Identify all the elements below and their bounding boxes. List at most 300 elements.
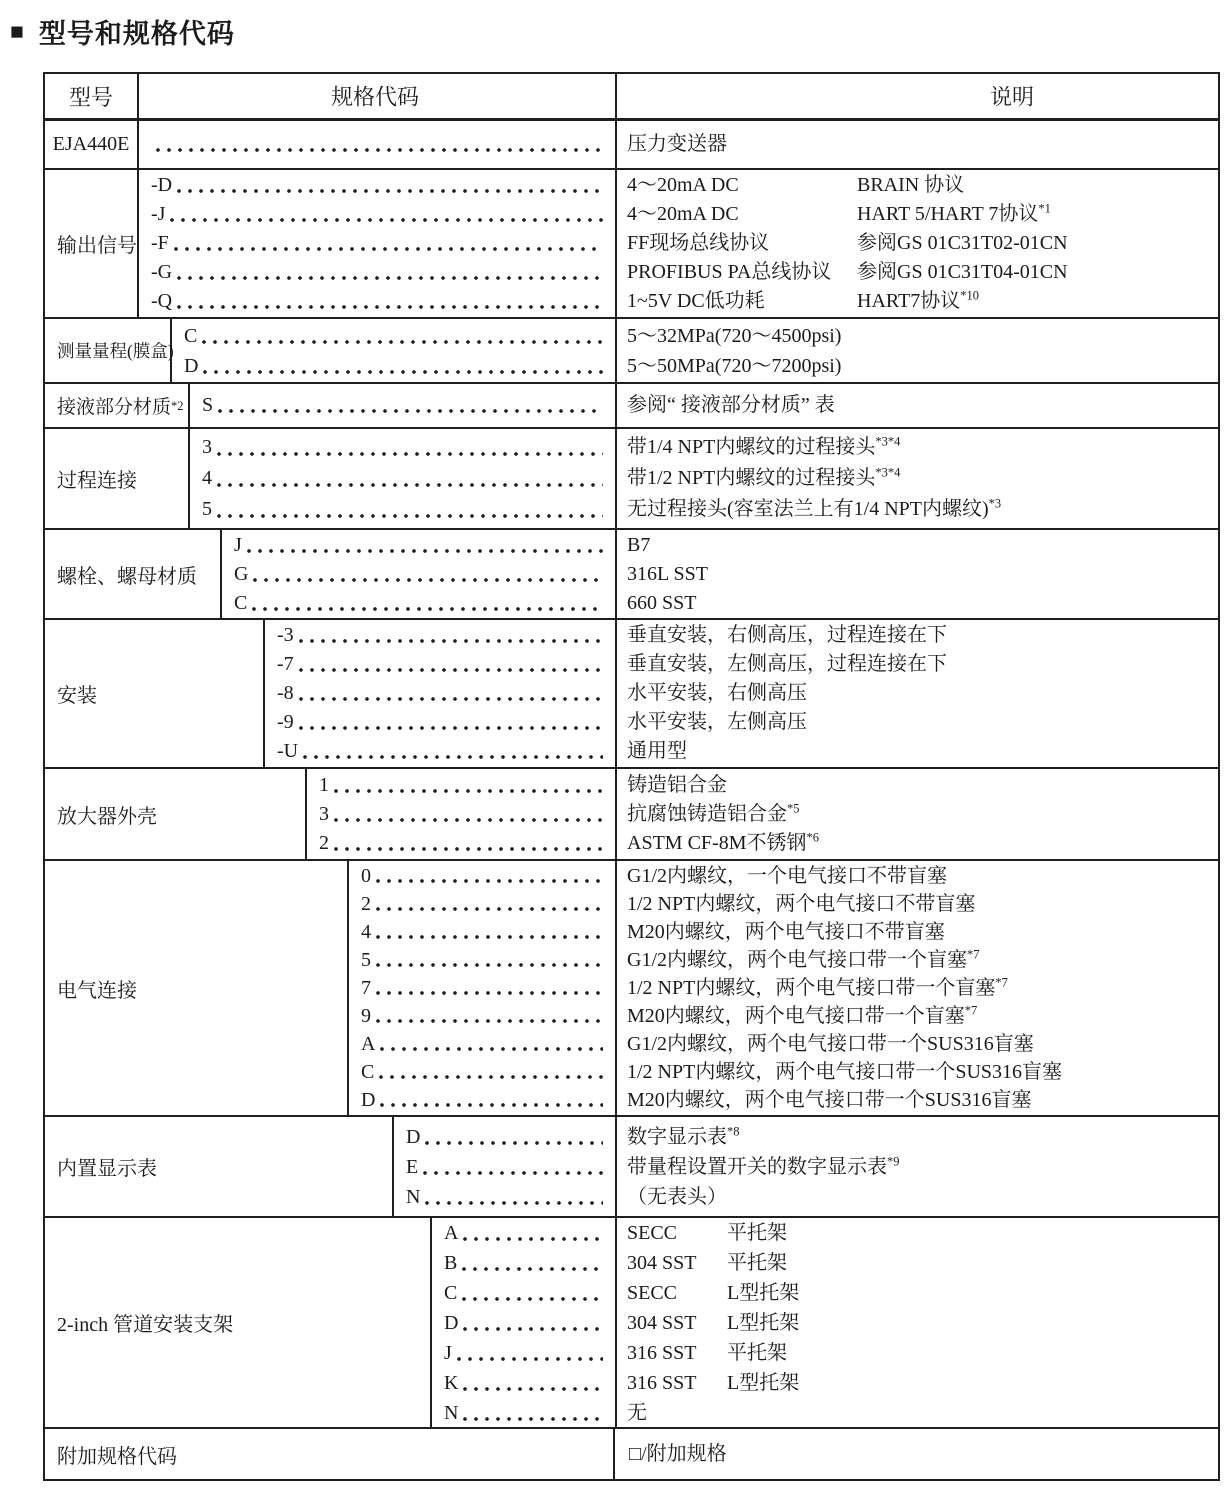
spec-line: [139, 287, 1218, 316]
description-cell: [613, 621, 1218, 650]
footnote-ref: *3*4: [875, 434, 901, 449]
description-cell: [613, 890, 1218, 918]
spec-line: [432, 1218, 1218, 1248]
description-cell: [613, 1058, 1218, 1086]
spec-line: [222, 531, 1218, 560]
code-cell: [349, 1002, 613, 1030]
description-text-secondary: 平托架: [727, 1341, 787, 1364]
description-text: M20内螺纹，两个电气接口不带盲塞: [627, 921, 945, 943]
code-cell: [139, 287, 613, 316]
description-text: B7: [627, 533, 651, 556]
spec-line: [432, 1338, 1218, 1368]
code-cell: [139, 171, 613, 200]
dot-leader: [156, 148, 603, 152]
column-divider: [615, 429, 617, 528]
dot-leader: [463, 1237, 603, 1241]
description-cell: [613, 494, 1218, 525]
code-cell: [172, 351, 613, 381]
spec-line: [265, 708, 1218, 737]
description-text-secondary: L型托架: [727, 1371, 800, 1394]
dot-leader: [376, 935, 603, 939]
description-cell: [613, 1122, 1218, 1152]
description-cell: [613, 130, 1218, 159]
suffix-code: -Q: [151, 290, 173, 312]
dot-leader: [303, 755, 603, 759]
description-text: 316 SST: [627, 1341, 697, 1364]
page-title: [10, 12, 235, 51]
suffix-code: J: [234, 533, 242, 556]
suffix-code: -U: [277, 740, 299, 762]
suffix-code: -J: [151, 203, 166, 225]
suffix-code: 2: [319, 831, 329, 854]
row-lines: [139, 121, 1218, 168]
code-cell: [265, 737, 613, 766]
description-text-secondary: HART7协议: [857, 290, 961, 312]
code-cell: [307, 829, 613, 858]
header-description: 说明: [989, 84, 1035, 110]
description-cell: [613, 800, 1218, 829]
suffix-code: E: [406, 1155, 419, 1178]
code-cell: [139, 258, 613, 287]
spec-line: [139, 200, 1218, 229]
description-cell: [613, 1368, 1218, 1398]
model-suffix-code-table: [43, 72, 1220, 1481]
footnote-ref: *7: [967, 947, 980, 962]
description-cell: [613, 258, 1218, 287]
description-text: 水平安装，左侧高压: [627, 711, 807, 733]
spec-line: [432, 1368, 1218, 1398]
description-text-secondary: 平托架: [727, 1251, 787, 1274]
suffix-code: N: [406, 1185, 421, 1208]
spec-row: [45, 769, 1218, 861]
spec-line: [349, 1086, 1218, 1114]
description-text: FF现场总线协议: [627, 232, 770, 254]
code-cell: [349, 1030, 613, 1058]
code-cell: [265, 621, 613, 650]
description-text-secondary: 参阅GS 01C31T02-01CN: [857, 232, 1068, 254]
dot-leader: [177, 189, 603, 193]
dot-leader: [425, 1141, 603, 1145]
footnote-ref: *8: [727, 1123, 740, 1138]
dot-leader: [217, 514, 603, 518]
code-cell: [190, 494, 613, 525]
spec-line: [349, 1030, 1218, 1058]
row-label: 安装: [45, 620, 265, 767]
suffix-code: -7: [277, 653, 294, 675]
code-cell: [394, 1122, 613, 1152]
description-text: M20内螺纹，两个电气接口带一个SUS316盲塞: [627, 1089, 1032, 1111]
description-text: 4～20mA DC: [627, 203, 739, 225]
page-title-text: 型号和规格代码: [38, 19, 235, 49]
description-text: ASTM CF-8M不锈钢: [627, 831, 807, 854]
row-label: 附加规格代码: [45, 1429, 615, 1479]
footnote-ref: *1: [1038, 201, 1051, 216]
spec-row: [45, 620, 1218, 769]
spec-row: [45, 1218, 1218, 1429]
description-text: SECC: [627, 1281, 678, 1304]
description-cell: [613, 351, 1218, 381]
description-text: 1/2 NPT内螺纹，两个电气接口不带盲塞: [627, 893, 976, 915]
code-cell: [394, 1152, 613, 1182]
spec-line: [265, 621, 1218, 650]
spec-row: [45, 319, 1218, 384]
suffix-code: -8: [277, 682, 294, 704]
suffix-code: D: [406, 1125, 421, 1148]
dot-leader: [334, 818, 603, 822]
dot-leader: [380, 1103, 603, 1107]
dot-leader: [423, 1171, 603, 1175]
description-cell: [613, 1030, 1218, 1058]
spec-line: [139, 258, 1218, 287]
footnote-ref: *6: [806, 829, 819, 844]
code-cell: [265, 679, 613, 708]
code-cell: [432, 1308, 613, 1338]
description-cell: [613, 321, 1218, 351]
spec-line: [349, 1002, 1218, 1030]
description-cell: [613, 200, 1218, 229]
footnote-ref: *9: [887, 1153, 900, 1168]
code-cell: [307, 800, 613, 829]
description-text: M20内螺纹，两个电气接口带一个盲塞: [627, 1005, 965, 1027]
spec-line: [190, 391, 1218, 420]
description-cell: [613, 650, 1218, 679]
dot-leader: [177, 305, 603, 309]
description-cell: [613, 589, 1218, 618]
column-divider: [615, 620, 617, 767]
dot-leader: [299, 668, 603, 672]
footnote-ref: *3*4: [875, 465, 901, 480]
footnote-ref: *7: [964, 1003, 978, 1018]
dot-leader: [170, 218, 603, 222]
row-lines: [172, 319, 1218, 382]
code-cell: [139, 200, 613, 229]
description-cell: [613, 1278, 1218, 1308]
column-divider: [615, 769, 617, 859]
code-cell: [349, 1086, 613, 1114]
spec-line: [222, 589, 1218, 618]
code-cell: [432, 1278, 613, 1308]
suffix-code: C: [361, 1061, 375, 1083]
spec-row: [45, 861, 1218, 1117]
code-cell: [265, 708, 613, 737]
suffix-code: 5: [361, 949, 371, 971]
spec-line: [432, 1398, 1218, 1428]
row-label: 2-inch 管道安装支架: [45, 1218, 432, 1427]
dot-leader: [174, 247, 603, 251]
row-lines: [394, 1117, 1218, 1216]
suffix-code: -F: [151, 232, 169, 254]
spec-line: [615, 1440, 1218, 1469]
spec-row: [45, 170, 1218, 319]
dot-leader: [299, 726, 603, 730]
dot-leader: [457, 1357, 603, 1361]
spec-line: [139, 229, 1218, 258]
dot-leader: [334, 789, 603, 793]
suffix-code: 5: [202, 498, 212, 520]
dot-leader: [177, 276, 603, 280]
code-cell: [172, 321, 613, 351]
description-text-secondary: HART 5/HART 7协议: [857, 203, 1039, 225]
dot-leader: [299, 639, 603, 643]
dot-leader: [253, 578, 603, 582]
description-cell: [613, 737, 1218, 766]
description-cell: [613, 829, 1218, 858]
description-text: 垂直安装，右侧高压，过程连接在下: [627, 624, 947, 646]
description-text: 抗腐蚀铸造铝合金: [627, 802, 787, 825]
description-cell: [613, 918, 1218, 946]
spec-line: [190, 463, 1218, 494]
column-divider: [615, 384, 617, 427]
spec-line: [307, 829, 1218, 858]
suffix-code: G: [234, 562, 249, 585]
spec-line: [307, 771, 1218, 800]
description-text: （无表头）: [627, 1185, 727, 1208]
description-text: 数字显示表: [627, 1125, 727, 1148]
description-text: 带1/2 NPT内螺纹的过程接头: [627, 467, 876, 489]
description-cell: [613, 1218, 1218, 1248]
description-text: 5～50MPa(720～7200psi): [627, 354, 842, 377]
spec-line: [432, 1248, 1218, 1278]
description-text: 5～32MPa(720～4500psi): [627, 324, 842, 347]
footnote-ref: *7: [995, 975, 1008, 990]
description-text: 4～20mA DC: [627, 174, 739, 196]
spec-line: [265, 650, 1218, 679]
suffix-code: 3: [202, 436, 212, 458]
row-label: 内置显示表: [45, 1117, 394, 1216]
code-cell: [190, 432, 613, 463]
suffix-code: 4: [202, 467, 212, 489]
code-cell: [307, 771, 613, 800]
description-cell: [613, 1182, 1218, 1212]
description-text: SECC: [627, 1221, 678, 1244]
dot-leader: [380, 1047, 603, 1051]
dot-leader: [299, 697, 603, 701]
spec-line: [190, 432, 1218, 463]
code-cell: [222, 589, 613, 618]
code-cell: [139, 130, 613, 159]
description-text: 垂直安装，左侧高压，过程连接在下: [627, 653, 947, 675]
spec-line: [349, 918, 1218, 946]
suffix-code: D: [184, 354, 199, 377]
suffix-code: K: [444, 1371, 459, 1394]
row-label: 螺栓、螺母材质: [45, 530, 222, 618]
code-cell: [222, 560, 613, 589]
code-cell: [349, 974, 613, 1002]
description-text: G1/2内螺纹，两个电气接口带一个盲塞: [627, 949, 967, 971]
spec-line: [349, 974, 1218, 1002]
dot-leader: [463, 1417, 603, 1421]
description-text: G1/2内螺纹，两个电气接口带一个SUS316盲塞: [627, 1033, 1034, 1055]
row-label: 电气连接: [45, 861, 349, 1115]
spec-line: [139, 171, 1218, 200]
code-cell: [139, 229, 613, 258]
spec-row: [45, 1429, 1218, 1479]
column-divider: [615, 170, 617, 317]
description-text: 304 SST: [627, 1251, 697, 1274]
code-cell: [432, 1218, 613, 1248]
suffix-code: D: [444, 1311, 459, 1334]
row-lines: [432, 1218, 1218, 1427]
row-label: 测量量程(膜盒): [45, 319, 172, 382]
description-text: 316 SST: [627, 1371, 697, 1394]
description-text: 带量程设置开关的数字显示表: [627, 1155, 887, 1178]
dot-leader: [462, 1267, 603, 1271]
spec-line: [222, 560, 1218, 589]
header-suffix-code: 规格代码: [330, 84, 420, 110]
description-text: 水平安装，右侧高压: [627, 682, 807, 704]
suffix-code: 9: [361, 1005, 371, 1027]
description-cell: [615, 1440, 1218, 1469]
description-text: 1~5V DC低功耗: [627, 290, 765, 312]
spec-line: [190, 494, 1218, 525]
code-cell: [432, 1338, 613, 1368]
code-cell: [265, 650, 613, 679]
description-cell: [613, 1248, 1218, 1278]
spec-line: [394, 1122, 1218, 1152]
description-cell: [613, 432, 1218, 463]
suffix-code: J: [444, 1341, 452, 1364]
spec-line: [349, 890, 1218, 918]
suffix-code: 4: [361, 921, 371, 943]
spec-row: [45, 1117, 1218, 1218]
code-cell: [190, 463, 613, 494]
footnote-ref: *10: [960, 288, 979, 303]
code-cell: [394, 1182, 613, 1212]
description-cell: [613, 229, 1218, 258]
code-cell: [222, 531, 613, 560]
suffix-code: A: [361, 1033, 376, 1055]
description-text: G1/2内螺纹，一个电气接口不带盲塞: [627, 865, 947, 887]
row-lines: [615, 1429, 1218, 1479]
column-divider: [615, 319, 617, 382]
spec-line: [265, 679, 1218, 708]
dot-leader: [334, 847, 603, 851]
code-cell: [432, 1398, 613, 1428]
suffix-code: N: [444, 1401, 459, 1424]
description-text: 1/2 NPT内螺纹，两个电气接口带一个盲塞: [627, 977, 996, 999]
description-text: PROFIBUS PA总线协议: [627, 261, 832, 283]
dot-leader: [462, 1297, 603, 1301]
spec-line: [432, 1308, 1218, 1338]
description-cell: [613, 287, 1218, 316]
description-text: 参阅“ 接液部分材质” 表: [627, 394, 835, 416]
description-cell: [613, 1086, 1218, 1114]
description-cell: [613, 1398, 1218, 1428]
code-cell: [432, 1248, 613, 1278]
description-text-secondary: BRAIN 协议: [857, 174, 965, 196]
description-cell: [613, 171, 1218, 200]
dot-leader: [376, 879, 603, 883]
row-label: EJA440E: [45, 121, 139, 168]
description-cell: [613, 679, 1218, 708]
row-lines: [139, 170, 1218, 317]
suffix-code: 3: [319, 802, 329, 825]
spec-line: [394, 1182, 1218, 1212]
suffix-code: 1: [319, 773, 329, 796]
description-cell: [613, 1338, 1218, 1368]
description-text: □/附加规格: [629, 1442, 727, 1465]
description-cell: [613, 862, 1218, 890]
spec-row: [45, 429, 1218, 530]
suffix-code: -G: [151, 261, 173, 283]
column-divider: [615, 530, 617, 618]
suffix-code: S: [202, 394, 214, 416]
row-lines: [190, 384, 1218, 427]
spec-line: [265, 737, 1218, 766]
spec-line: [349, 862, 1218, 890]
suffix-code: C: [444, 1281, 458, 1304]
spec-line: [432, 1278, 1218, 1308]
dot-leader: [376, 1019, 603, 1023]
spec-line: [349, 1058, 1218, 1086]
spec-line: [307, 800, 1218, 829]
dot-leader: [376, 991, 603, 995]
row-label: 输出信号: [45, 170, 139, 317]
description-text: 铸造铝合金: [627, 773, 727, 796]
description-cell: [613, 560, 1218, 589]
column-divider: [615, 1218, 617, 1427]
spec-row: [45, 530, 1218, 620]
row-lines: [349, 861, 1218, 1115]
dot-leader: [252, 607, 603, 611]
column-divider: [615, 1117, 617, 1216]
description-cell: [613, 771, 1218, 800]
row-lines: [190, 429, 1218, 528]
header-model: 型号: [45, 74, 139, 118]
description-cell: [613, 463, 1218, 494]
suffix-code: 0: [361, 865, 371, 887]
code-cell: [190, 391, 613, 420]
description-text: 无过程接头(容室法兰上有1/4 NPT内螺纹): [627, 498, 989, 520]
dot-leader: [376, 963, 603, 967]
row-label: 接液部分材质 *2: [45, 384, 190, 427]
description-text-secondary: L型托架: [727, 1281, 800, 1304]
suffix-code: 2: [361, 893, 371, 915]
column-divider: [615, 861, 617, 1115]
description-cell: [613, 1152, 1218, 1182]
spec-row: [45, 121, 1218, 170]
description-text-secondary: 平托架: [727, 1221, 787, 1244]
row-lines: [222, 530, 1218, 618]
code-cell: [349, 918, 613, 946]
dot-leader: [217, 452, 603, 456]
description-cell: [613, 708, 1218, 737]
table-header-row: [45, 74, 1218, 121]
suffix-code: 7: [361, 977, 371, 999]
description-text: 660 SST: [627, 591, 697, 614]
description-cell: [613, 974, 1218, 1002]
dot-leader: [376, 907, 603, 911]
spec-line: [394, 1152, 1218, 1182]
dot-leader: [425, 1201, 603, 1205]
suffix-code: C: [184, 324, 198, 347]
suffix-code: -3: [277, 624, 294, 646]
spec-line: [139, 130, 1218, 159]
description-text: 带1/4 NPT内螺纹的过程接头: [627, 436, 876, 458]
row-label: 放大器外壳: [45, 769, 307, 859]
description-text: 304 SST: [627, 1311, 697, 1334]
description-cell: [613, 531, 1218, 560]
code-cell: [349, 1058, 613, 1086]
suffix-code: D: [361, 1089, 376, 1111]
dot-leader: [379, 1075, 603, 1079]
column-divider: [615, 74, 617, 118]
spec-line: [172, 321, 1218, 351]
dot-leader: [202, 340, 603, 344]
description-cell: [613, 1308, 1218, 1338]
row-lines: [307, 769, 1218, 859]
suffix-code: -D: [151, 174, 173, 196]
